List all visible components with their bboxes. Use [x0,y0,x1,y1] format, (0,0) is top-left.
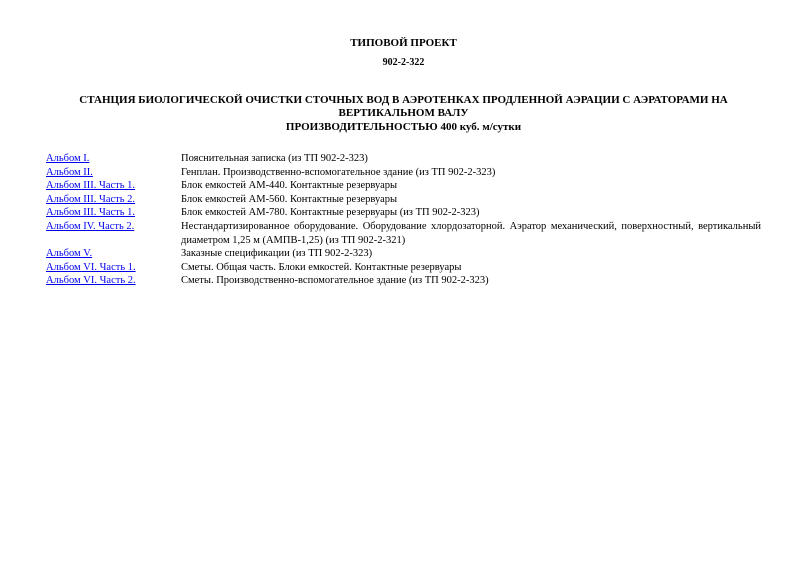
album-link[interactable]: Альбом V. [46,248,93,260]
album-description: Генплан. Производственно-вспомогательное здание (из ТП 902-2-323) [181,166,496,178]
album-link[interactable]: Альбом III. Часть 2. [46,193,136,205]
album-description: Блок емкостей АМ-780. Контактные резервуары (из ТП 902-2-323) [181,207,480,219]
album-description: Блок емкостей АМ-440. Контактные резервуары [181,180,398,192]
album-description: Заказные спецификации (из ТП 902-2-323) [181,248,373,260]
album-row [46,193,761,207]
album-link[interactable]: Альбом I. [46,153,90,164]
album-link[interactable]: Альбом VI. Часть 1. [46,261,136,273]
album-row [46,261,761,275]
album-row [46,206,761,220]
album-description: Сметы. Производственно-вспомогательное здание (из ТП 902-2-323) [181,275,489,287]
album-link[interactable]: Альбом III. Часть 1. [46,180,136,192]
album-description: Блок емкостей АМ-560. Контактные резервуары [181,193,398,205]
album-row [46,166,761,180]
album-link[interactable]: Альбом IV. Часть 2. [46,220,135,232]
album-description: Пояснительная записка (из ТП 902-2-323) [181,153,368,164]
album-link[interactable]: Альбом VI. Часть 2. [46,275,136,287]
album-row [46,247,761,261]
album-link[interactable]: Альбом III. Часть 1. [46,207,136,219]
album-description: Сметы. Общая часть. Блоки емкостей. Контактные резервуары [181,261,462,273]
album-row [46,152,761,166]
album-row [46,179,761,193]
project-subtitle: СТАНЦИЯ БИОЛОГИЧЕСКОЙ ОЧИСТКИ СТОЧНЫХ ВОД В АЭРОТЕНКАХ ПРОДЛЕННОЙ АЭРАЦИИ С АЭРАТОРАМИ НА ВЕРТИКАЛЬНОМ ВАЛУ [79,94,728,119]
document-title: ТИПОВОЙ ПРОЕКТ [350,37,457,49]
album-list [46,152,761,288]
project-capacity: ПРОИЗВОДИТЕЛЬНОСТЬЮ 400 куб. м/сутки [285,121,522,133]
album-description: Нестандартизированное оборудование. Оборудование хлордозаторной. Аэратор механический, поверхностный, вертикальный диаметром 1,25 м (АМПВ-1,25) (из ТП 902-2-321) [181,220,761,246]
album-row [46,220,761,247]
album-row [46,274,761,288]
project-code: 902-2-322 [382,57,425,68]
album-link[interactable]: Альбом II. [46,166,93,178]
